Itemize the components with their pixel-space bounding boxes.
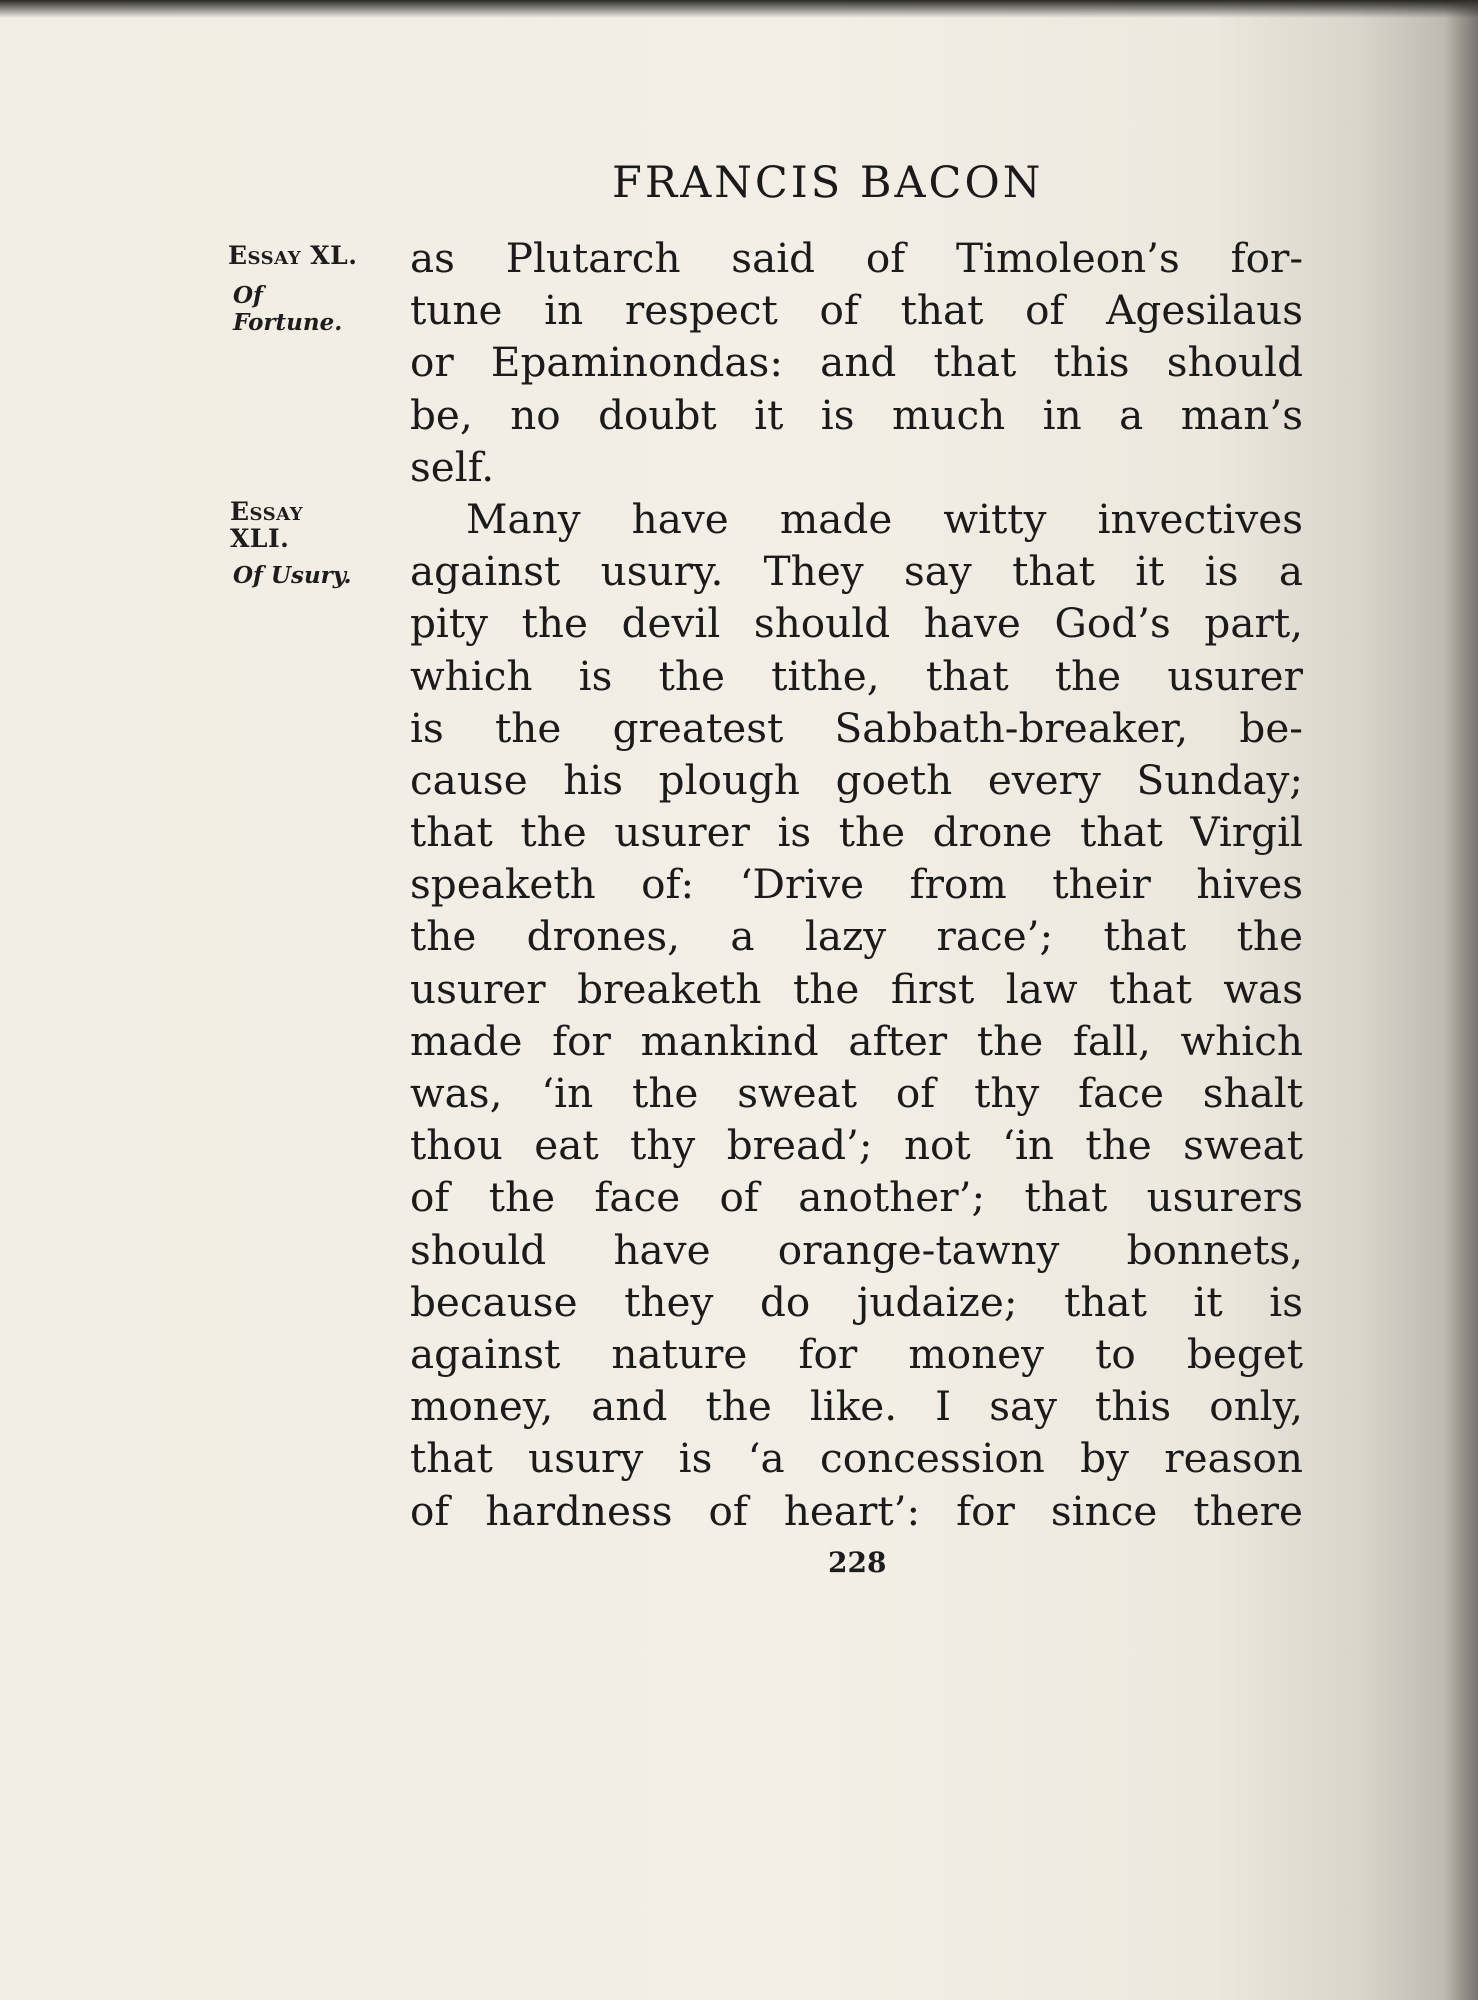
text-line: because they do judaize; that it is <box>410 1277 1303 1326</box>
margin-note-essay-41-label-line2: XLI. <box>230 524 290 553</box>
text-line: or Epaminondas: and that this should <box>410 338 1303 387</box>
text-line: which is the tithe, that the usurer <box>410 651 1303 700</box>
body-text <box>410 232 1303 1537</box>
text-line: self. <box>410 442 495 491</box>
text-line: was, ‘in the sweat of thy face shalt <box>410 1069 1303 1117</box>
text-line: Many have made witty invectives <box>466 494 1303 543</box>
text-line: against nature for money to beget <box>410 1329 1303 1378</box>
text-line: as Plutarch said of Timoleon’s for- <box>410 234 1303 282</box>
running-head: FRANCIS BACON <box>612 158 1044 208</box>
margin-note-essay-41-label-line1: Essay <box>230 497 304 526</box>
margin-note-essay-40-label: Essay XL. <box>228 241 358 270</box>
text-line: money, and the like. I say this only, <box>410 1382 1303 1431</box>
margin-note-essay-40-title-line2: Fortune. <box>233 309 343 336</box>
text-line: the drones, a lazy race’; that the <box>410 912 1303 961</box>
text-line: tune in respect of that of Agesilaus <box>410 286 1303 335</box>
text-line: against usury. They say that it is a <box>410 547 1303 596</box>
margin-note-essay-40-title-line1: Of <box>233 282 263 309</box>
text-line: is the greatest Sabbath-breaker, be- <box>410 703 1303 752</box>
text-line: speaketh of: ‘Drive from their hives <box>410 860 1303 909</box>
text-line: usurer breaketh the first law that was <box>410 964 1303 1013</box>
text-line: thou eat thy bread’; not ‘in the sweat <box>410 1121 1303 1170</box>
text-line: that usury is ‘a concession by reason <box>410 1434 1303 1483</box>
text-line: should have orange-tawny bonnets, <box>410 1225 1303 1274</box>
text-line: be, no doubt it is much in a man’s <box>410 390 1303 439</box>
text-line: that the usurer is the drone that Virgil <box>410 808 1303 857</box>
text-line: of hardness of heart’: for since there <box>410 1486 1303 1535</box>
text-line: made for mankind after the fall, which <box>410 1016 1303 1065</box>
margin-note-essay-41-title: Of Usury. <box>233 562 352 589</box>
page-number: 228 <box>828 1546 887 1579</box>
text-line: of the face of another’; that usurers <box>410 1173 1303 1222</box>
text-line: cause his plough goeth every Sunday; <box>410 755 1303 804</box>
text-line: pity the devil should have God’s part, <box>410 599 1303 648</box>
